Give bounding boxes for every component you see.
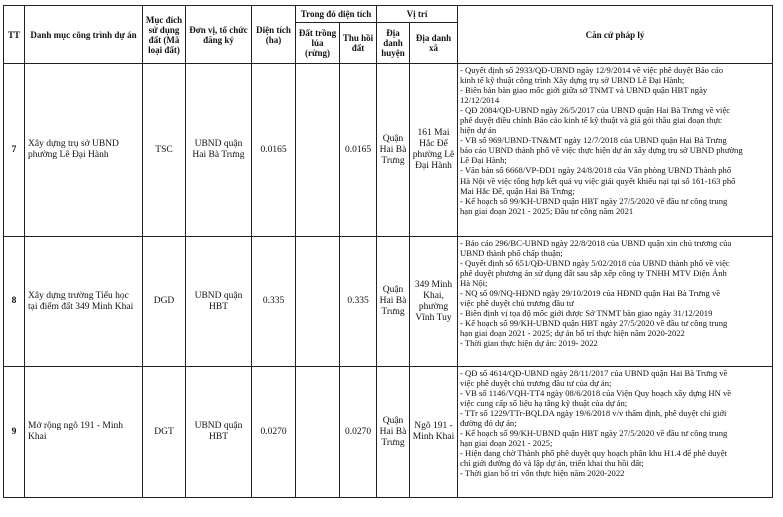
legal-basis-line: Hà Nội về việc tổng hợp kết quả vụ việc giải quyết khiếu nại tại số 161-163 phố <box>460 175 736 186</box>
legal-basis-line: chỉ giới đường đỏ và lập dự án, triển khai thu hồi đất; <box>460 458 644 469</box>
land-recovery-value: 0.0165 <box>340 64 377 237</box>
legal-basis-line: hạn giai đoạn 2021 - 2025; <box>460 438 553 449</box>
legal-basis-line: báo cáo UBND thành phố về việc thực hiện dự án xây dựng trụ sở UBND phường <box>460 145 743 156</box>
legal-basis-line: - VB số 969/UBND-TN&MT ngày 12/7/2018 của UBND quận Hai Bà Trưng <box>460 135 727 146</box>
district-name: Quận Hai Bà Trưng <box>377 64 410 237</box>
table-row <box>4 64 773 237</box>
header-registering-unit: Đơn vị, tổ chức đăng ký <box>186 6 252 64</box>
ward-name: 161 Mai Hắc Đế phường Lê Đại Hành <box>410 64 458 237</box>
legal-basis-line: - TTr số 1229/TTr-BQLDA ngày 19/6/2018 v/v thẩm định, phê duyệt chỉ giới <box>460 408 727 419</box>
header-area: Diện tích (ha) <box>252 6 296 64</box>
district-name: Quận Hai Bà Trưng <box>377 367 410 498</box>
legal-basis-line: - QĐ số 4614/QĐ-UBND ngày 28/11/2017 của UBND quận Hai Bà Trưng về <box>460 368 728 378</box>
legal-basis-line: Mai Hắc Đế, quận Hai Bà Trưng; <box>460 185 575 196</box>
header-location: Vị trí <box>377 6 458 23</box>
area-value: 0.335 <box>252 237 296 367</box>
header-rice-land: Đất trồng lúa (rừng) <box>296 23 340 64</box>
header-land-use-purpose: Mục đích sử dụng đất (Mã loại đất) <box>143 6 186 64</box>
land-use-code: DGT <box>143 367 186 498</box>
table-row <box>4 237 773 367</box>
legal-basis-line: đường đỏ dự án; <box>460 418 517 429</box>
registering-unit: UBND quận Hai Bà Trưng <box>186 64 252 237</box>
header-land-recovery: Thu hồi đất <box>340 23 377 64</box>
row-number: 8 <box>4 237 25 367</box>
header-district: Địa danh huyện <box>377 23 410 64</box>
legal-basis-line: - Kế hoạch số 99/KH-UBND quận HBT ngày 27/5/2020 về đầu tư công trung <box>460 318 728 329</box>
legal-basis-line: kinh tế kỹ thuật công trình Xây dựng trụ sở UBND Lê Đại Hành; <box>460 75 685 86</box>
legal-basis-line: Hà Nội; <box>460 278 488 289</box>
rice-land-value <box>296 237 340 367</box>
legal-basis-line: - Biên bản bàn giao mốc giới giữa sở TNMT và UBND quận HBT ngày <box>460 85 708 96</box>
legal-basis-line: - Kế hoạch số 99/KH-UBND quận HBT ngày 27/5/2020 về đầu tư công trung <box>460 428 728 439</box>
header-tt: TT <box>4 6 25 64</box>
legal-basis-line: - Văn bản số 6668/VP-ĐD1 ngày 24/8/2018 của Văn phòng UBND Thành phố <box>460 165 732 176</box>
district-name: Quận Hai Bà Trưng <box>377 237 410 367</box>
header-legal-basis: Căn cứ pháp lý <box>458 6 773 64</box>
legal-basis-line: - Báo cáo 296/BC-UBND ngày 22/8/2018 của UBND quận xin chủ trương của <box>460 238 732 248</box>
legal-basis-line: - Thời gian bố trí vốn thực hiện năm 2020-2022 <box>460 468 625 479</box>
registering-unit: UBND quận HBT <box>186 367 252 498</box>
land-recovery-value: 0.335 <box>340 237 377 367</box>
legal-basis-line: UBND thành phố chấp thuận; <box>460 248 563 259</box>
legal-basis-line: - QĐ 2084/QĐ-UBND ngày 26/5/2017 của UBND quận Hai Bà Trưng về việc <box>460 105 731 116</box>
legal-basis-line: phê duyệt phương án sử dụng đất sau sắp xếp công ty TNHH MTV Điện Ảnh <box>460 268 727 279</box>
land-use-code: DGD <box>143 237 186 367</box>
legal-basis-line: - Quyết định số 2933/QĐ-UBND ngày 12/9/2014 về việc phê duyệt Báo cáo <box>460 65 724 75</box>
legal-basis-line: - VB số 1146/VQH-TT4 ngày 08/6/2018 của Viện Quy hoạch xây dựng HN về <box>460 388 732 399</box>
legal-basis-line: hiện dự án <box>460 125 497 136</box>
legal-basis <box>458 64 773 237</box>
legal-basis-line: - Thời gian thực hiện dự án: 2019- 2022 <box>460 338 598 349</box>
legal-basis-line: hạn giai đoạn 2021 - 2025; dự án bố trí thực hiện năm 2020-2022 <box>460 328 685 339</box>
legal-basis-line: phê duyệt điều chỉnh Báo cáo kinh tế kỹ thuật và giá gói thầu giai đoạn thực <box>460 115 722 126</box>
ward-name: 349 Minh Khai, phường Vĩnh Tuy <box>410 237 458 367</box>
project-table <box>3 5 773 498</box>
table-row <box>4 367 773 498</box>
area-value: 0.0270 <box>252 367 296 498</box>
rice-land-value <box>296 64 340 237</box>
legal-basis-line: - Biên định vị tọa độ mốc giới được Sở TNMT bàn giao ngày 31/12/2019 <box>460 308 713 319</box>
legal-basis-line: Lê Đại Hành; <box>460 155 507 166</box>
header-ward: Địa danh xã <box>410 23 458 64</box>
legal-basis-line: 12/12/2014 <box>460 95 500 106</box>
legal-basis <box>458 367 773 498</box>
ward-name: Ngõ 191 - Minh Khai <box>410 367 458 498</box>
legal-basis-line: - NQ số 09/NQ-HĐND ngày 29/10/2019 của HĐND quận Hai Bà Trưng về <box>460 288 721 299</box>
legal-basis-line: - Hiện đang chờ Thành phố phê duyệt quy hoạch phân khu H1.4 để phê duyệt <box>460 448 727 459</box>
project-name: Xây dựng trường Tiểu học tại điểm đất 349 Minh Khai <box>25 237 143 367</box>
land-use-code: TSC <box>143 64 186 237</box>
rice-land-value <box>296 367 340 498</box>
row-number: 9 <box>4 367 25 498</box>
registering-unit: UBND quận HBT <box>186 237 252 367</box>
header-project-list: Danh mục công trình dự án <box>25 6 143 64</box>
legal-basis-line: việc phê duyệt chủ trương đầu tư của dự án; <box>460 378 612 389</box>
project-name: Xây dựng trụ sở UBND phường Lê Đại Hành <box>25 64 143 237</box>
project-name: Mở rộng ngõ 191 - Minh Khai <box>25 367 143 498</box>
land-recovery-value: 0.0270 <box>340 367 377 498</box>
row-number: 7 <box>4 64 25 237</box>
area-value: 0.0165 <box>252 64 296 237</box>
legal-basis-line: - Kế hoạch số 99/KH-UBND quận HBT ngày 27/5/2020 về đầu tư công trung <box>460 195 728 206</box>
legal-basis-line: việc phê duyệt chủ trương đầu tư <box>460 298 574 309</box>
header-area-breakdown: Trong đó diện tích <box>296 6 377 23</box>
legal-basis-line: hạn giai đoạn 2021 - 2025; Đầu tư công năm 2021 <box>460 205 634 216</box>
legal-basis-line: - Quyết định số 651/QĐ-UBND ngày 5/02/2018 của UBND thành phố về việc <box>460 258 730 269</box>
legal-basis <box>458 237 773 367</box>
legal-basis-line: việc cung cấp số liệu hạ tầng kỹ thuật của dự án; <box>460 398 628 409</box>
